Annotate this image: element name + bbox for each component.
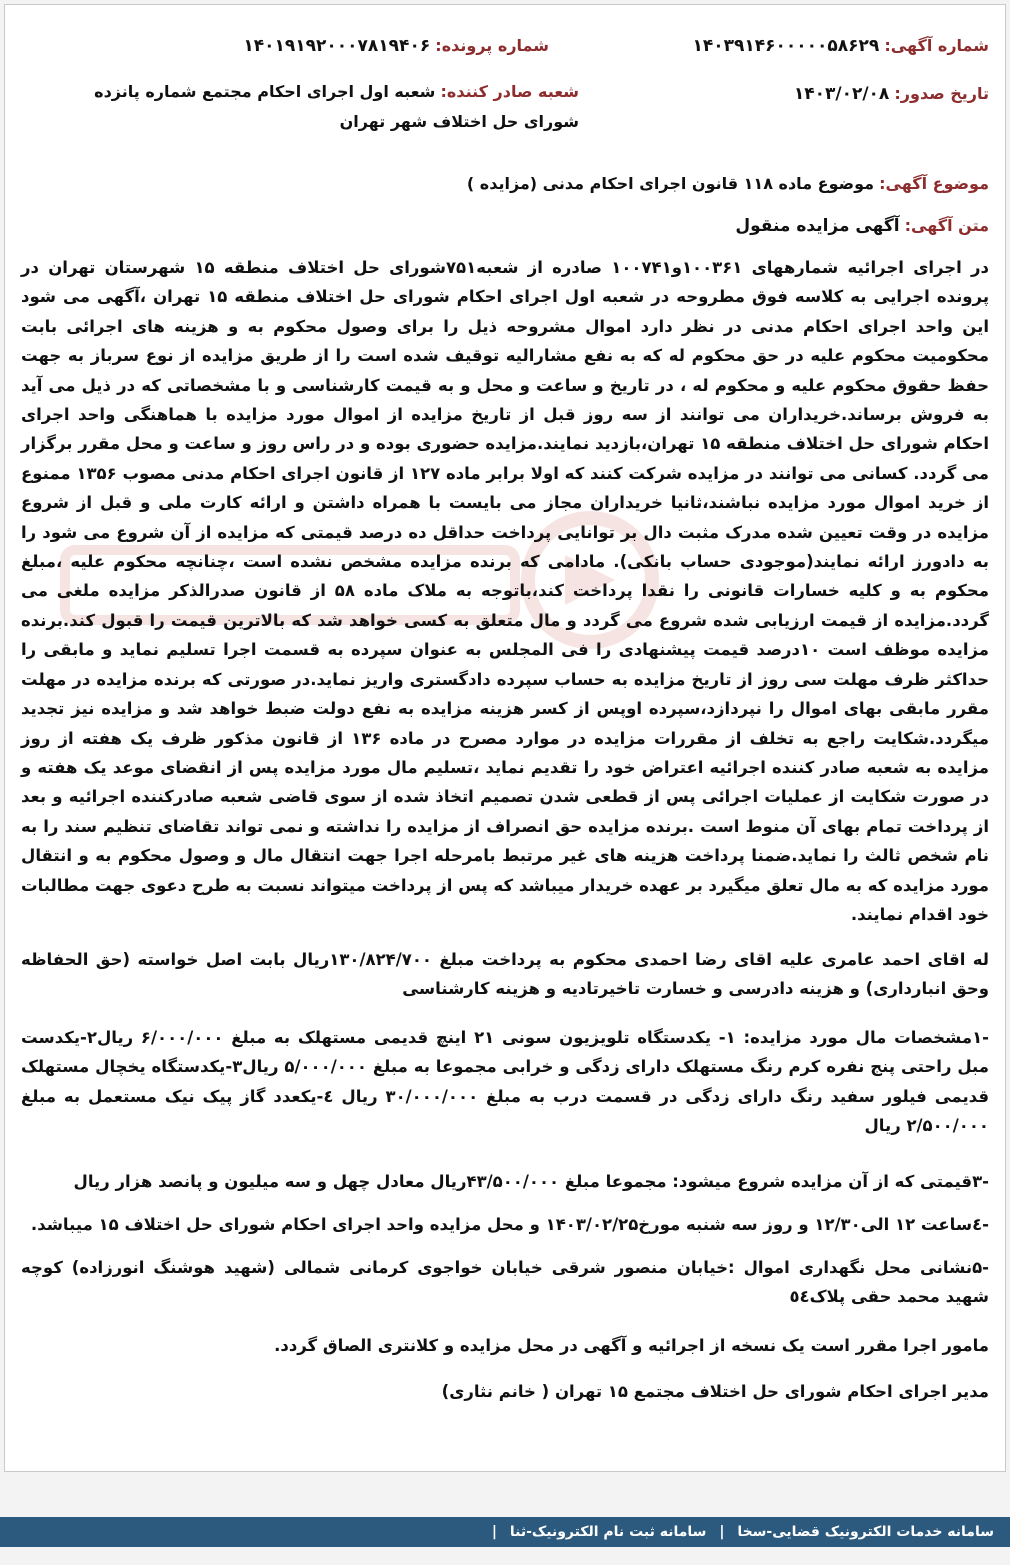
notice-text-label: متن آگهی: [904, 216, 989, 235]
issue-date-label: تاریخ صدور: [894, 84, 989, 103]
file-number-value: ۱۴۰۱۹۱۹۲۰۰۰۷۸۱۹۴۰۶ [243, 36, 431, 56]
notice-text-title: آگهی مزایده منقول [735, 216, 900, 236]
notice-subject-label: موضوع آگهی: [879, 174, 989, 193]
issuing-branch-value: شعبه اول اجرای احکام مجتمع شماره پانزده شورای حل اختلاف شهر تهران [94, 82, 579, 131]
storage-address-paragraph: -۵نشانی محل نگهداری اموال :خیابان منصور شرقی خیابان خواجوی کرمانی شمالی (شهید هوشنگ انورزاده) کوچه شهید محمد حقی پلاک٥٤ [21, 1258, 989, 1307]
notice-subject-field [467, 169, 989, 199]
file-number-label: شماره پرونده: [435, 36, 549, 55]
footer-links [484, 1517, 994, 1547]
footer-link-sakha[interactable]: سامانه خدمات الکترونیک قضایی-سخا [737, 1524, 994, 1540]
notice-main-paragraph: در اجرای اجرائیه شمارههای ۱۰۰۳۶۱و۱۰۰۷۴۱ صادره از شعبه۷۵۱شورای حل اختلاف منطقه ۱۵ شهرستان تهران در پرونده اجرایی به کلاسه فوق مطروحه در شعبه اول اجرای احکام شورای حل اختلاف منطقه ۱۵ تهران ،آگهی می شود این واحد اجرای احکام مدنی در نظر دارد اموال مشروحه ذیل را برای وصول محکوم به و هزینه های اجرائی بابت محکومیت محکوم علیه در حق محکوم له که به نفع مشارالیه توقیف شده است را از طریق مزایده از نوع سرباز به جهت حفظ حقوق محکوم علیه و محکوم له ، در تاریخ و ساعت و محل و به قیمت کارشناسی و با مشخصاتی که در ذیل می آید به فروش برساند.خریداران می توانند از سه روز قبل از تاریخ مزایده از اموال مورد مزایده با هماهنگی واحد اجرای احکام شورای حل اختلاف منطقه ۱۵ تهران،بازدید نمایند.مزایده حضوری بوده و در راس روز و ساعت و محل مقرر برگزار می گردد. کسانی می توانند در مزایده شرکت کنند که اولا برابر ماده ۱۲۷ از قانون اجرای احکام مدنی مصوب ۱۳۵۶ ممنوع از خرید اموال مورد مزایده نباشند،ثانیا خریداران مجاز می بایست با همراه داشتن و ارائه کارت ملی و قبل از شروع مزایده در وقت تعیین شده مدرک مثبت دال بر توانایی پرداخت حداقل ده درصد قیمتی که مزایده از آن شروع می شود را به دادورز ارائه نمایند(موجودی حساب بانکی). مادامی که برنده مزایده مشخص نشده است ،چنانچه محکوم علیه ،مبلغ محکوم به و کلیه خسارات قانونی را نقدا پرداخت کند،باتوجه به ملاک ماده ۵۸ از قانون صدرالذکر مزایده ملغی می گردد.مزایده از قیمت ارزیابی شده شروع می گردد و مال متعلق به کسی خواهد شد که بالاترین قیمت را قبول کند.برنده مزایده موظف است ۱۰درصد قیمت پیشنهادی را فی المجلس به عنوان سپرده به قسمت اجرا تسلیم نماید و مابقی را حداکثر ظرف مهلت سی روز از تاریخ مزایده به حساب سپرده دادگستری واریز نماید.در صورتی که برنده مزایده در مهلت مقرر مابقی بهای اموال را نپردازد،سپرده اوپس از کسر هزینه مزایده به نفع دولت ضبط خواهد شد و مزایده نیز تجدید میگردد.شکایت راجع به تخلف از مقررات مزایده در موارد مصرح در ماده ۱۳۶ از قانون مذکور ظرف یک هفته از روز مزایده به شعبه صادر کننده اجرائیه اعتراض خود را تقدیم نماید ،تسلیم مال مورد مزایده پس از انقضای موعد یک هفته و در صورت شکایت از عملیات اجرائی پس از قطعی شدن تصمیم اتخاذ شده از سوی قاضی شعبه صادرکننده اجرائیه و بعد از پرداخت تمام بهای آن منوط است .برنده مزایده حق انصراف از مزایده را نداشته و نمی تواند تقاضای تنظیم سند را به نام شخص ثالث را نماید.ضمنا پرداخت هزینه های غیر مرتبط بامرحله اجرا جهت انتقال مال و وصول محکوم به و انتقال مورد مزایده که به مال تعلق میگیرد بر عهده خریدار میباشد که پس از پرداخت میتواند نسبت به طرح دعوی جهت مطالبات خود اقدام نمایند. [21, 258, 990, 924]
footer-link-sana[interactable]: سامانه ثبت نام الکترونیک-ثنا [509, 1524, 707, 1540]
manager-signature-line: مدیر اجرای احکام شورای حل اختلاف مجتمع ۱۵ تهران ( خانم نثاری) [441, 1382, 989, 1401]
starting-price-paragraph: -۳قیمتی که از آن مزایده شروع میشود: مجموعا مبلغ ۴۳/۵۰۰/۰۰۰ریال معادل چهل و سه میلیون و پانصد هزار ریال [73, 1172, 989, 1191]
notice-number-field [692, 31, 989, 61]
notice-page [4, 4, 1006, 1472]
issuing-branch-label: شعبه صادر کننده: [440, 82, 579, 101]
issue-date-value: ۱۴۰۳/۰۲/۰۸ [793, 84, 890, 104]
debtor-paragraph: له اقای احمد عامری علیه اقای رضا احمدی محکوم به پرداخت مبلغ ۱۳۰/۸۲۴/۷۰۰ریال بابت اصل خواسته (حق الحفاظه وحق انبارداری) و هزینه دادرسی و خسارت تاخیرتادیه و هزینه کارشناسی [21, 950, 989, 999]
footer-bar [0, 1517, 1010, 1547]
footer-trailing-separator: | [491, 1524, 497, 1540]
notice-number-label: شماره آگهی: [884, 36, 989, 55]
file-number-field [243, 31, 549, 61]
footer-separator: | [719, 1524, 725, 1540]
notice-number-value: ۱۴۰۳۹۱۴۶۰۰۰۰۰۵۸۶۲۹ [692, 36, 880, 56]
notice-text-title-field [735, 211, 989, 241]
issuing-branch-field [79, 77, 579, 137]
officer-instruction-paragraph: مامور اجرا مقرر است یک نسخه از اجرائیه و آگهی در محل مزایده و کلانتری الصاق گردد. [274, 1336, 989, 1355]
issue-date-field [794, 79, 989, 109]
auction-time-paragraph: -٤ساعت ۱۲ الی۱۲/۳۰ و روز سه شنبه مورخ۱۴۰۳/۰۲/۲۵ و محل مزایده واحد اجرای احکام شورای حل اختلاف ۱۵ میباشد. [30, 1215, 989, 1234]
auction-items-paragraph: -۱مشخصات مال مورد مزایده: ۱- یکدستگاه تلویزیون سونی ۲۱ اینچ قدیمی مستهلک به مبلغ ۶/۰۰۰/۰۰۰ ریال۲-یکدست مبل راحتی پنج نفره کرم رنگ مستهلک دارای زدگی و خرابی مجموعا به مبلغ ۵/۰۰۰/۰۰۰ ریال۳-یکدستگاه یخچال مستهلک قدیمی فیلور سفید رنگ دارای زدگی در قسمت درب به مبلغ ۳۰/۰۰۰/۰۰۰ ریال ٤-یکعدد گاز پیک نیک مستعمل به مبلغ ۲/۵۰۰/۰۰۰ ریال [21, 1028, 990, 1136]
notice-subject-value: موضوع ماده ۱۱۸ قانون اجرای احکام مدنی (مزایده ) [466, 174, 875, 193]
